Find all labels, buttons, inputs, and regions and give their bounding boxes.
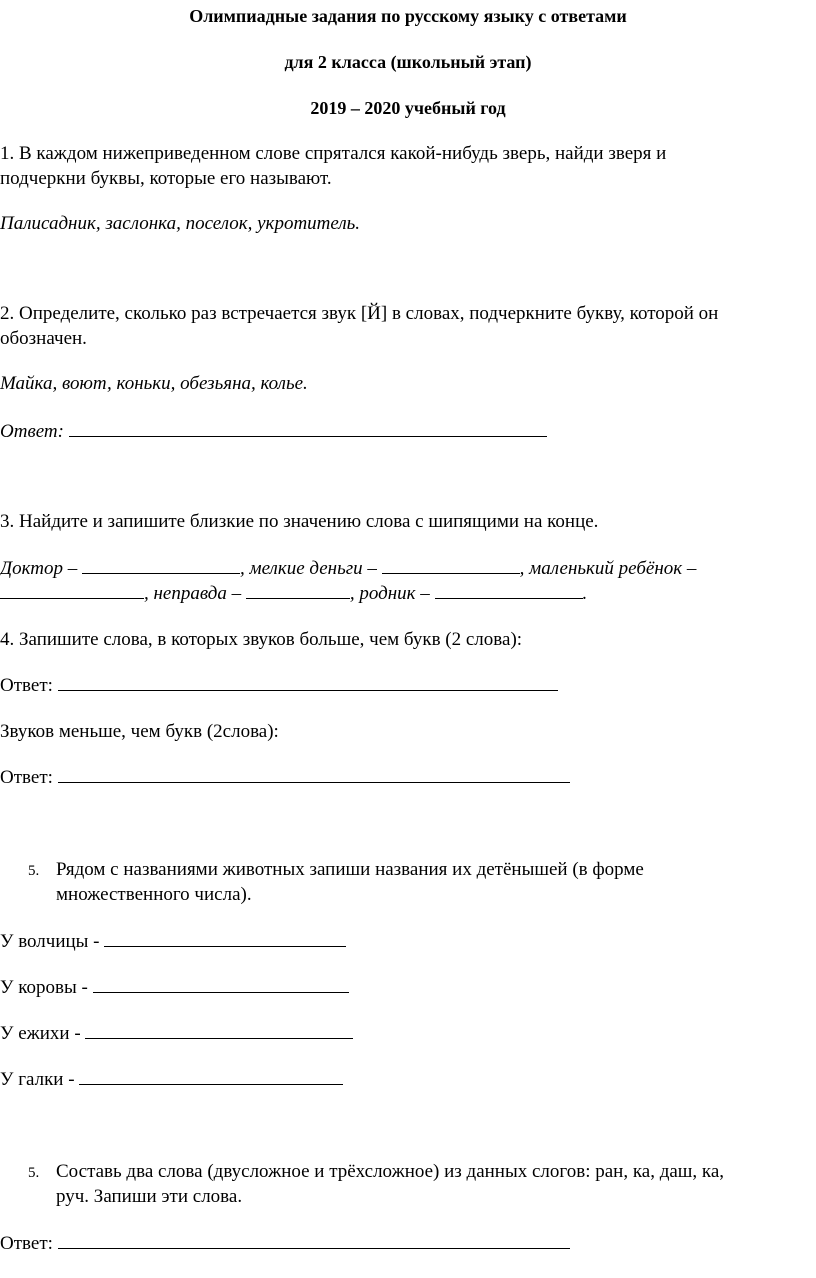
task3-blank-1[interactable] bbox=[82, 558, 240, 574]
task4-answer-label-2: Ответ: bbox=[0, 767, 53, 788]
task5-row-wolf bbox=[0, 930, 346, 954]
task3-blank-2[interactable] bbox=[382, 558, 520, 574]
task3-row-2 bbox=[0, 582, 587, 606]
task6-text-line-1: Составь два слова (двусложное и трёхсложное) из данных слогов: ран, ка, даш, ка, bbox=[56, 1161, 725, 1182]
task4-text: 4. Запишите слова, в которых звуков больше, чем букв (2 слова): bbox=[0, 629, 523, 650]
task2-answer-label: Ответ: bbox=[0, 421, 64, 442]
task3-text: 3. Найдите и запишите близкие по значению слова с шипящими на конце. bbox=[0, 511, 599, 532]
task6-number: 5. bbox=[28, 1165, 40, 1181]
task3-word-untruth: , неправда – bbox=[144, 583, 242, 604]
task2-text-line-1: 2. Определите, сколько раз встречается звук [Й] в словах, подчеркните букву, которой он bbox=[0, 303, 719, 324]
task4-answer-row-1 bbox=[0, 674, 558, 698]
task2-text-line-2: обозначен. bbox=[0, 328, 87, 349]
task3-word-small-child: , маленький ребёнок – bbox=[519, 558, 697, 579]
task6-answer-blank[interactable] bbox=[58, 1233, 570, 1249]
task5-blank-cow[interactable] bbox=[93, 977, 349, 993]
task5-label-jackdaw: У галки - bbox=[0, 1069, 75, 1090]
task6-answer-label: Ответ: bbox=[0, 1233, 53, 1254]
task3-word-spring: , родник – bbox=[349, 583, 430, 604]
task2-answer-blank[interactable] bbox=[69, 421, 547, 437]
task6-text-line-1-row bbox=[0, 1160, 724, 1185]
task4-text-2: Звуков меньше, чем букв (2слова): bbox=[0, 721, 279, 742]
task3-word-doctor: Доктор – bbox=[0, 558, 78, 579]
task5-row-jackdaw bbox=[0, 1068, 343, 1092]
task5-blank-hedgehog[interactable] bbox=[85, 1023, 353, 1039]
task1-text-line-1: 1. В каждом нижеприведенном слове спрятался какой-нибудь зверь, найди зверя и bbox=[0, 143, 667, 164]
task2-answer-row bbox=[0, 420, 547, 444]
task5-text-line-1: Рядом с названиями животных запиши названия их детёнышей (в форме bbox=[56, 859, 644, 880]
task4-answer-row-2 bbox=[0, 766, 570, 790]
task4-answer-blank-1[interactable] bbox=[58, 675, 558, 691]
task3-blank-5[interactable] bbox=[435, 583, 583, 599]
task2-words: Майка, воют, коньки, обезьяна, колье. bbox=[0, 373, 308, 394]
task5-blank-wolf[interactable] bbox=[104, 931, 346, 947]
task5-label-wolf: У волчицы - bbox=[0, 931, 100, 952]
task1-words: Палисадник, заслонка, поселок, укротитель. bbox=[0, 213, 361, 234]
task5-label-cow: У коровы - bbox=[0, 977, 88, 998]
task1-text-line-2: подчеркни буквы, которые его называют. bbox=[0, 168, 332, 189]
task5-text-line-1-row bbox=[0, 858, 644, 883]
title-line-1: Олимпиадные задания по русскому языку с ответами bbox=[189, 6, 627, 26]
task3-word-small-money: , мелкие деньги – bbox=[239, 558, 377, 579]
task5-row-cow bbox=[0, 976, 349, 1000]
task5-text-line-2: множественного числа). bbox=[56, 884, 252, 905]
task5-label-hedgehog: У ежихи - bbox=[0, 1023, 81, 1044]
task4-answer-label-1: Ответ: bbox=[0, 675, 53, 696]
task3-row-1 bbox=[0, 557, 696, 581]
task4-answer-blank-2[interactable] bbox=[58, 767, 570, 783]
task5-number: 5. bbox=[28, 863, 40, 879]
task5-blank-jackdaw[interactable] bbox=[79, 1069, 343, 1085]
task5-row-hedgehog bbox=[0, 1022, 353, 1046]
task6-answer-row bbox=[0, 1232, 570, 1256]
title-line-3: 2019 – 2020 учебный год bbox=[310, 98, 506, 118]
task3-end-period: . bbox=[582, 583, 588, 604]
task6-text-line-2: руч. Запиши эти слова. bbox=[56, 1186, 243, 1207]
task3-blank-4[interactable] bbox=[246, 583, 350, 599]
title-line-2: для 2 класса (школьный этап) bbox=[284, 52, 532, 72]
task3-blank-3[interactable] bbox=[0, 583, 144, 599]
